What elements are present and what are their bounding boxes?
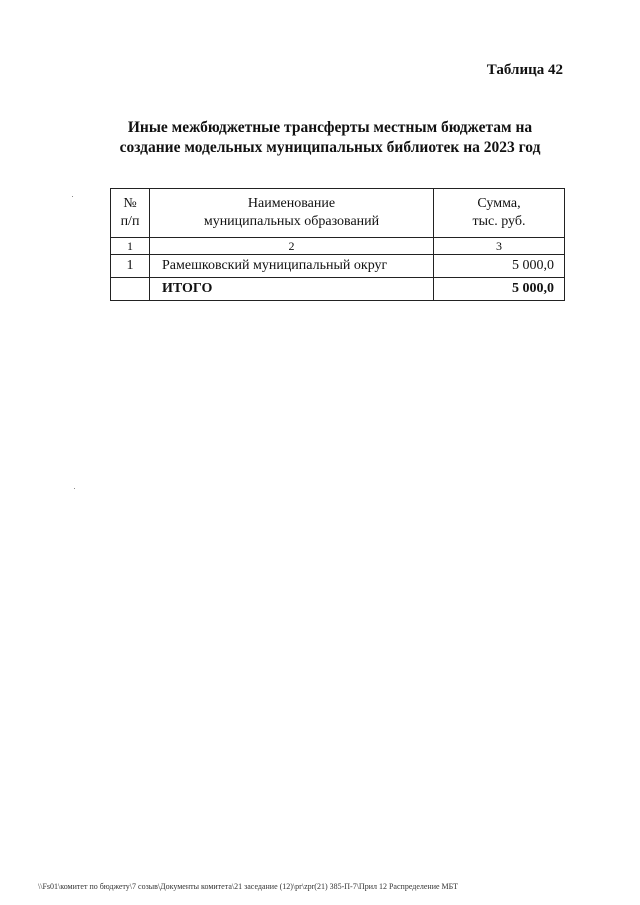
scan-speck xyxy=(72,196,73,197)
header-name xyxy=(150,189,434,238)
file-path-footer: \\Fs01\комитет по бюджету\7 созыв\Документы комитета\21 заседание (12)\pr\zpr(21) 385-П-7\Прил 12 Распределение МБТ xyxy=(38,882,459,891)
table-number-label: Таблица 42 xyxy=(486,62,563,78)
header-number-line2: п/п xyxy=(120,214,140,229)
column-index-2: 2 xyxy=(150,238,434,255)
transfers-table xyxy=(110,188,565,301)
column-index-3: 3 xyxy=(434,238,565,255)
column-index-row xyxy=(111,238,565,255)
table-row xyxy=(111,255,565,278)
row-municipality: Рамешковский муниципальный округ xyxy=(150,255,434,278)
column-index-1: 1 xyxy=(111,238,150,255)
total-label: ИТОГО xyxy=(150,278,434,301)
header-sum-line1: Сумма, xyxy=(477,196,521,211)
title-line-1: Иные межбюджетные трансферты местным бюджетам на xyxy=(127,119,533,136)
header-name-line1: Наименование xyxy=(247,196,336,211)
row-number: 1 xyxy=(111,255,150,278)
total-sum: 5 000,0 xyxy=(434,278,565,301)
row-sum: 5 000,0 xyxy=(434,255,565,278)
header-name-line2: муниципальных образований xyxy=(203,214,380,229)
scan-speck xyxy=(74,488,75,489)
header-sum xyxy=(434,189,565,238)
header-number xyxy=(111,189,150,238)
total-number-empty xyxy=(111,278,150,301)
document-title xyxy=(60,118,600,158)
total-row xyxy=(111,278,565,301)
header-sum-line2: тыс. руб. xyxy=(472,214,526,229)
header-number-line1: № xyxy=(123,196,137,211)
table-header-row xyxy=(111,189,565,238)
title-line-2: создание модельных муниципальных библиотек на 2023 год xyxy=(119,139,541,156)
